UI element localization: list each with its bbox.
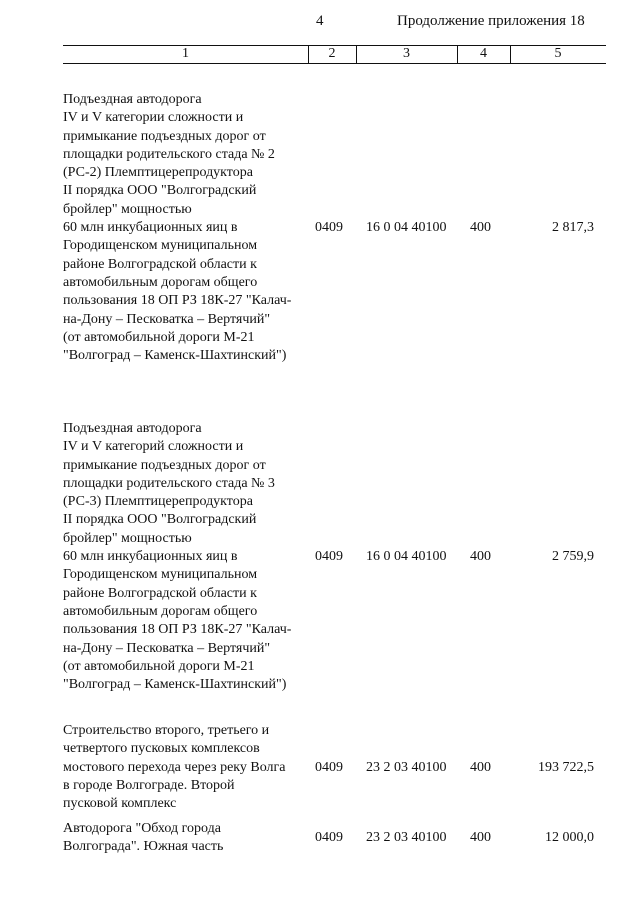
- amount: 2 759,9: [552, 549, 594, 564]
- description-line: (РС-2) Племптицерепродуктора: [63, 165, 253, 181]
- description-line: II порядка ООО "Волгоградский: [63, 183, 257, 199]
- description-line: IV и V категории сложности и: [63, 110, 244, 126]
- page-number: 4: [316, 13, 324, 29]
- table-header-bottom-rule: [63, 63, 606, 64]
- description-line: автомобильным дорогам общего: [63, 274, 258, 290]
- description-line: Подъездная автодорога: [63, 92, 202, 107]
- table-row: [0, 91, 640, 371]
- target-article: 23 2 03 40100: [366, 830, 447, 845]
- description-line: площадки родительского стада № 2: [63, 146, 275, 162]
- description-line: мостового перехода через реку Волга: [63, 759, 286, 775]
- target-article: 23 2 03 40100: [366, 760, 447, 775]
- row-description: [63, 722, 313, 813]
- description-line: районе Волгоградской области к: [63, 585, 257, 601]
- expense-type: 400: [470, 760, 491, 775]
- description-line: автомобильным дорогам общего: [63, 603, 258, 619]
- section-code: 0409: [315, 220, 343, 235]
- description-line: Волгограда". Южная часть: [63, 839, 224, 855]
- expense-type: 400: [470, 220, 491, 235]
- section-code: 0409: [315, 830, 343, 845]
- amount: 193 722,5: [538, 760, 594, 775]
- description-line: в городе Волгограде. Второй: [63, 777, 235, 793]
- description-line: Автодорога "Обход города: [63, 821, 221, 836]
- description-line: 60 млн инкубационных яиц в: [63, 220, 238, 236]
- description-line: пользования 18 ОП РЗ 18К-27 "Калач-: [63, 293, 292, 309]
- description-line: на-Дону – Песковатка – Вертячий": [63, 311, 271, 327]
- description-line: Городищенском муниципальном: [63, 567, 258, 583]
- description-line: четвертого пусковых комплексов: [63, 741, 260, 757]
- section-code: 0409: [315, 760, 343, 775]
- row-description: [63, 820, 313, 857]
- amount: 2 817,3: [552, 220, 594, 235]
- description-line: Строительство второго, третьего и: [63, 723, 270, 738]
- description-line: 60 млн инкубационных яиц в: [63, 549, 238, 565]
- column-header-4: 4: [480, 46, 487, 61]
- expense-type: 400: [470, 830, 491, 845]
- column-header-3: 3: [403, 46, 410, 61]
- description-line: пользования 18 ОП РЗ 18К-27 "Калач-: [63, 622, 292, 638]
- description-line: примыкание подъездных дорог от: [63, 457, 266, 473]
- description-line: бройлер" мощностью: [63, 201, 192, 217]
- description-line: II порядка ООО "Волгоградский: [63, 512, 257, 528]
- amount: 12 000,0: [545, 830, 594, 845]
- table-row: [0, 820, 640, 860]
- expense-type: 400: [470, 549, 491, 564]
- section-code: 0409: [315, 549, 343, 564]
- description-line: бройлер" мощностью: [63, 530, 192, 546]
- appendix-continuation-title: Продолжение приложения 18: [397, 13, 585, 29]
- column-header-1: 1: [182, 46, 189, 61]
- description-line: (от автомобильной дороги М-21: [63, 329, 255, 345]
- description-line: районе Волгоградской области к: [63, 256, 257, 272]
- description-line: "Волгоград – Каменск-Шахтинский"): [63, 677, 287, 693]
- row-description: [63, 91, 313, 365]
- description-line: на-Дону – Песковатка – Вертячий": [63, 640, 271, 656]
- target-article: 16 0 04 40100: [366, 220, 447, 235]
- table-row: [0, 722, 640, 817]
- description-line: площадки родительского стада № 3: [63, 475, 275, 491]
- description-line: пусковой комплекс: [63, 796, 177, 812]
- description-line: (от автомобильной дороги М-21: [63, 658, 255, 674]
- description-line: Подъездная автодорога: [63, 421, 202, 436]
- description-line: (РС-3) Племптицерепродуктора: [63, 494, 253, 510]
- table-row: [0, 420, 640, 700]
- column-header-5: 5: [554, 46, 562, 61]
- description-line: IV и V категорий сложности и: [63, 439, 244, 455]
- description-line: Городищенском муниципальном: [63, 238, 258, 254]
- description-line: "Волгоград – Каменск-Шахтинский"): [63, 348, 287, 364]
- target-article: 16 0 04 40100: [366, 549, 447, 564]
- description-line: примыкание подъездных дорог от: [63, 128, 266, 144]
- row-description: [63, 420, 313, 694]
- column-header-2: 2: [328, 46, 336, 61]
